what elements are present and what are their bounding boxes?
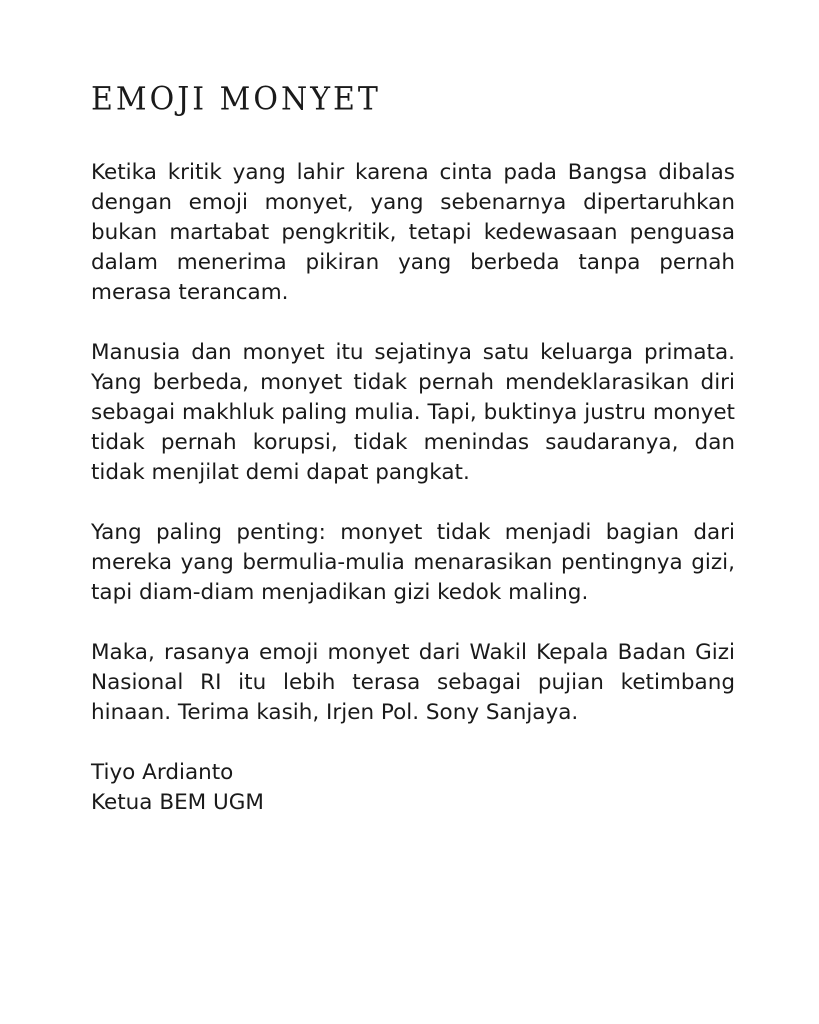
paragraph-1: Ketika kritik yang lahir karena cinta pada Bangsa dibalas dengan emoji monyet, yang sebenarnya dipertaruhkan bukan martabat pengkritik, tetapi kedewasaan penguasa dalam menerima pikiran yang berbeda tanpa pernah merasa terancam. [91, 160, 735, 305]
paragraph-2: Manusia dan monyet itu sejatinya satu keluarga primata. Yang berbeda, monyet tidak pernah mendeklarasikan diri sebagai makhluk paling mulia. Tapi, buktinya justru monyet tidak pernah korupsi, tidak menindas saudaranya, dan tidak menjilat demi dapat pangkat. [91, 340, 735, 485]
signature-block [91, 758, 735, 818]
paragraph-3: Yang paling penting: monyet tidak menjadi bagian dari mereka yang bermulia-mulia menarasikan pentingnya gizi, tapi diam-diam menjadikan gizi kedok maling. [91, 520, 735, 605]
paragraph-4: Maka, rasanya emoji monyet dari Wakil Kepala Badan Gizi Nasional RI itu lebih terasa sebagai pujian ketimbang hinaan. Terima kasih, Irjen Pol. Sony Sanjaya. [91, 640, 735, 725]
signature-name: Tiyo Ardianto [91, 760, 234, 785]
signature-role: Ketua BEM UGM [91, 790, 264, 815]
document-title: EMOJI MONYET [91, 81, 381, 118]
document-page [91, 80, 735, 818]
